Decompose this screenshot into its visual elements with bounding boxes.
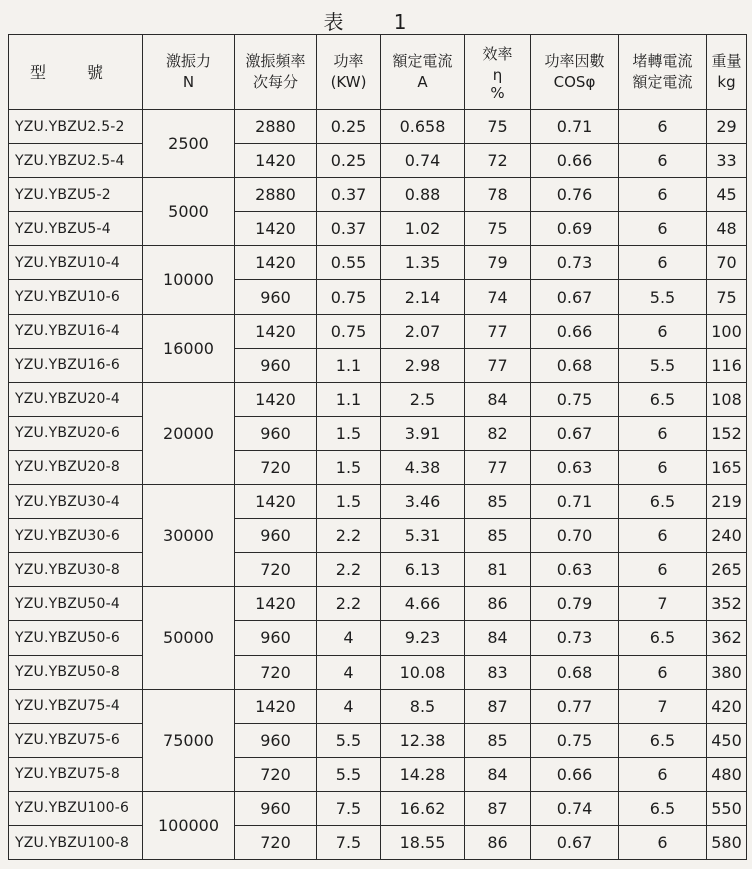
model-cell: YZU.YBZU20-8 — [9, 450, 143, 484]
frequency-cell: 1420 — [235, 485, 317, 519]
header-current-label: 額定電流 — [392, 52, 453, 70]
header-force-label: 激振力 — [165, 52, 211, 70]
force-cell: 30000 — [143, 485, 235, 587]
weight-cell: 480 — [707, 757, 747, 791]
power-cell: 0.75 — [317, 280, 381, 314]
header-model: 型 號 — [9, 35, 143, 110]
power-cell: 7.5 — [317, 791, 381, 825]
weight-cell: 219 — [707, 485, 747, 519]
force-cell: 50000 — [143, 587, 235, 689]
force-cell: 2500 — [143, 110, 235, 178]
header-weight-label: 重量 — [711, 52, 742, 70]
weight-cell: 165 — [707, 450, 747, 484]
weight-cell: 75 — [707, 280, 747, 314]
frequency-cell: 1420 — [235, 144, 317, 178]
weight-cell: 380 — [707, 655, 747, 689]
efficiency-cell: 77 — [465, 348, 531, 382]
power-factor-cell: 0.79 — [531, 587, 619, 621]
power-factor-cell: 0.66 — [531, 757, 619, 791]
table-row — [9, 485, 747, 519]
model-cell: YZU.YBZU50-4 — [9, 587, 143, 621]
efficiency-cell: 75 — [465, 212, 531, 246]
power-cell: 5.5 — [317, 723, 381, 757]
locked-ratio-cell: 6 — [619, 655, 707, 689]
current-cell: 0.88 — [381, 178, 465, 212]
power-factor-cell: 0.67 — [531, 825, 619, 859]
locked-ratio-cell: 6 — [619, 757, 707, 791]
power-factor-cell: 0.68 — [531, 348, 619, 382]
frequency-cell: 1420 — [235, 689, 317, 723]
locked-ratio-cell: 6.5 — [619, 382, 707, 416]
motor-spec-table — [8, 34, 747, 860]
header-weight — [707, 35, 747, 110]
current-cell: 4.66 — [381, 587, 465, 621]
model-cell: YZU.YBZU100-8 — [9, 825, 143, 859]
efficiency-cell: 74 — [465, 280, 531, 314]
current-cell: 10.08 — [381, 655, 465, 689]
frequency-cell: 960 — [235, 723, 317, 757]
table-row — [9, 553, 747, 587]
power-cell: 4 — [317, 689, 381, 723]
model-cell: YZU.YBZU10-4 — [9, 246, 143, 280]
current-cell: 3.91 — [381, 416, 465, 450]
power-factor-cell: 0.63 — [531, 450, 619, 484]
power-factor-cell: 0.73 — [531, 246, 619, 280]
efficiency-cell: 82 — [465, 416, 531, 450]
current-cell: 8.5 — [381, 689, 465, 723]
power-factor-cell: 0.66 — [531, 314, 619, 348]
weight-cell: 580 — [707, 825, 747, 859]
current-cell: 0.74 — [381, 144, 465, 178]
weight-cell: 362 — [707, 621, 747, 655]
efficiency-cell: 77 — [465, 314, 531, 348]
table-row — [9, 519, 747, 553]
weight-cell: 70 — [707, 246, 747, 280]
weight-cell: 45 — [707, 178, 747, 212]
table-row — [9, 212, 747, 246]
efficiency-cell: 85 — [465, 723, 531, 757]
header-locked-ratio-top: 堵轉電流 — [632, 52, 693, 70]
current-cell: 1.35 — [381, 246, 465, 280]
header-power-factor-unit: COSφ — [553, 73, 596, 91]
power-cell: 0.25 — [317, 144, 381, 178]
power-cell: 1.1 — [317, 348, 381, 382]
current-cell: 3.46 — [381, 485, 465, 519]
power-cell: 0.55 — [317, 246, 381, 280]
power-factor-cell: 0.77 — [531, 689, 619, 723]
efficiency-cell: 87 — [465, 791, 531, 825]
locked-ratio-cell: 6.5 — [619, 791, 707, 825]
model-cell: YZU.YBZU16-4 — [9, 314, 143, 348]
header-efficiency — [465, 35, 531, 110]
model-cell: YZU.YBZU16-6 — [9, 348, 143, 382]
power-cell: 4 — [317, 621, 381, 655]
table-row — [9, 723, 747, 757]
power-factor-cell: 0.71 — [531, 485, 619, 519]
table-row — [9, 757, 747, 791]
power-factor-cell: 0.75 — [531, 723, 619, 757]
table-row — [9, 655, 747, 689]
power-factor-cell: 0.66 — [531, 144, 619, 178]
frequency-cell: 960 — [235, 348, 317, 382]
power-factor-cell: 0.69 — [531, 212, 619, 246]
current-cell: 6.13 — [381, 553, 465, 587]
power-cell: 7.5 — [317, 825, 381, 859]
header-efficiency-label: 效率 — [482, 45, 513, 63]
weight-cell: 420 — [707, 689, 747, 723]
weight-cell: 152 — [707, 416, 747, 450]
table-row — [9, 689, 747, 723]
force-cell: 20000 — [143, 382, 235, 484]
force-cell: 75000 — [143, 689, 235, 791]
locked-ratio-cell: 6 — [619, 246, 707, 280]
efficiency-cell: 81 — [465, 553, 531, 587]
locked-ratio-cell: 6 — [619, 553, 707, 587]
efficiency-cell: 75 — [465, 110, 531, 144]
power-cell: 5.5 — [317, 757, 381, 791]
model-cell: YZU.YBZU50-6 — [9, 621, 143, 655]
efficiency-cell: 77 — [465, 450, 531, 484]
model-cell: YZU.YBZU75-8 — [9, 757, 143, 791]
power-cell: 2.2 — [317, 553, 381, 587]
power-cell: 1.5 — [317, 485, 381, 519]
model-cell: YZU.YBZU2.5-2 — [9, 110, 143, 144]
header-efficiency-symbol: η — [492, 66, 503, 84]
frequency-cell: 720 — [235, 450, 317, 484]
header-frequency — [235, 35, 317, 110]
efficiency-cell: 84 — [465, 757, 531, 791]
efficiency-cell: 84 — [465, 621, 531, 655]
power-cell: 0.37 — [317, 178, 381, 212]
efficiency-cell: 83 — [465, 655, 531, 689]
efficiency-cell: 72 — [465, 144, 531, 178]
model-cell: YZU.YBZU30-8 — [9, 553, 143, 587]
frequency-cell: 720 — [235, 553, 317, 587]
locked-ratio-cell: 7 — [619, 587, 707, 621]
locked-ratio-cell: 6.5 — [619, 485, 707, 519]
current-cell: 14.28 — [381, 757, 465, 791]
header-force — [143, 35, 235, 110]
force-cell: 10000 — [143, 246, 235, 314]
frequency-cell: 1420 — [235, 212, 317, 246]
weight-cell: 108 — [707, 382, 747, 416]
power-factor-cell: 0.67 — [531, 280, 619, 314]
locked-ratio-cell: 7 — [619, 689, 707, 723]
header-power — [317, 35, 381, 110]
efficiency-cell: 78 — [465, 178, 531, 212]
power-factor-cell: 0.76 — [531, 178, 619, 212]
header-force-unit: N — [182, 73, 195, 91]
weight-cell: 100 — [707, 314, 747, 348]
current-cell: 16.62 — [381, 791, 465, 825]
model-cell: YZU.YBZU75-6 — [9, 723, 143, 757]
table-row — [9, 314, 747, 348]
header-power-factor-label: 功率因數 — [544, 52, 605, 70]
frequency-cell: 960 — [235, 791, 317, 825]
power-factor-cell: 0.73 — [531, 621, 619, 655]
locked-ratio-cell: 6 — [619, 144, 707, 178]
table-header — [9, 35, 747, 110]
frequency-cell: 1420 — [235, 246, 317, 280]
locked-ratio-cell: 6.5 — [619, 723, 707, 757]
model-cell: YZU.YBZU5-2 — [9, 178, 143, 212]
weight-cell: 450 — [707, 723, 747, 757]
power-cell: 0.25 — [317, 110, 381, 144]
header-weight-unit: kg — [717, 73, 736, 91]
power-factor-cell: 0.70 — [531, 519, 619, 553]
frequency-cell: 1420 — [235, 587, 317, 621]
power-factor-cell: 0.71 — [531, 110, 619, 144]
weight-cell: 33 — [707, 144, 747, 178]
header-locked-ratio-bottom: 額定電流 — [632, 73, 693, 91]
current-cell: 0.658 — [381, 110, 465, 144]
table-body — [9, 110, 747, 860]
current-cell: 4.38 — [381, 450, 465, 484]
frequency-cell: 960 — [235, 280, 317, 314]
header-frequency-label: 激振頻率 — [245, 52, 306, 70]
table-row — [9, 280, 747, 314]
efficiency-cell: 85 — [465, 485, 531, 519]
current-cell: 1.02 — [381, 212, 465, 246]
frequency-cell: 960 — [235, 416, 317, 450]
table-row — [9, 246, 747, 280]
model-cell: YZU.YBZU30-6 — [9, 519, 143, 553]
table-row — [9, 587, 747, 621]
force-cell: 5000 — [143, 178, 235, 246]
efficiency-cell: 85 — [465, 519, 531, 553]
power-cell: 4 — [317, 655, 381, 689]
weight-cell: 116 — [707, 348, 747, 382]
power-factor-cell: 0.63 — [531, 553, 619, 587]
current-cell: 2.14 — [381, 280, 465, 314]
current-cell: 2.98 — [381, 348, 465, 382]
locked-ratio-cell: 6 — [619, 825, 707, 859]
power-cell: 0.37 — [317, 212, 381, 246]
power-cell: 2.2 — [317, 519, 381, 553]
efficiency-cell: 86 — [465, 587, 531, 621]
model-cell: YZU.YBZU5-4 — [9, 212, 143, 246]
header-current-unit: A — [417, 73, 428, 91]
header-current — [381, 35, 465, 110]
locked-ratio-cell: 6.5 — [619, 621, 707, 655]
power-factor-cell: 0.67 — [531, 416, 619, 450]
table-row — [9, 382, 747, 416]
model-cell: YZU.YBZU20-4 — [9, 382, 143, 416]
table-row — [9, 144, 747, 178]
current-cell: 2.07 — [381, 314, 465, 348]
force-cell: 16000 — [143, 314, 235, 382]
header-locked-ratio — [619, 35, 707, 110]
table-row — [9, 621, 747, 655]
frequency-cell: 720 — [235, 655, 317, 689]
model-cell: YZU.YBZU75-4 — [9, 689, 143, 723]
frequency-cell: 960 — [235, 519, 317, 553]
table-row — [9, 825, 747, 859]
model-cell: YZU.YBZU10-6 — [9, 280, 143, 314]
efficiency-cell: 84 — [465, 382, 531, 416]
current-cell: 9.23 — [381, 621, 465, 655]
model-cell: YZU.YBZU100-6 — [9, 791, 143, 825]
power-factor-cell: 0.68 — [531, 655, 619, 689]
header-power-factor — [531, 35, 619, 110]
frequency-cell: 1420 — [235, 314, 317, 348]
weight-cell: 550 — [707, 791, 747, 825]
force-cell: 100000 — [143, 791, 235, 859]
frequency-cell: 720 — [235, 757, 317, 791]
weight-cell: 265 — [707, 553, 747, 587]
efficiency-cell: 86 — [465, 825, 531, 859]
header-power-label: 功率 — [333, 52, 364, 70]
frequency-cell: 2880 — [235, 178, 317, 212]
weight-cell: 352 — [707, 587, 747, 621]
locked-ratio-cell: 5.5 — [619, 348, 707, 382]
table-row — [9, 450, 747, 484]
efficiency-cell: 79 — [465, 246, 531, 280]
frequency-cell: 960 — [235, 621, 317, 655]
power-cell: 1.5 — [317, 416, 381, 450]
model-cell: YZU.YBZU30-4 — [9, 485, 143, 519]
weight-cell: 48 — [707, 212, 747, 246]
table-row — [9, 110, 747, 144]
frequency-cell: 720 — [235, 825, 317, 859]
header-power-unit: (KW) — [330, 73, 367, 91]
current-cell: 12.38 — [381, 723, 465, 757]
power-cell: 2.2 — [317, 587, 381, 621]
header-row — [9, 35, 747, 110]
weight-cell: 29 — [707, 110, 747, 144]
weight-cell: 240 — [707, 519, 747, 553]
locked-ratio-cell: 6 — [619, 450, 707, 484]
power-cell: 1.5 — [317, 450, 381, 484]
model-cell: YZU.YBZU20-6 — [9, 416, 143, 450]
power-cell: 0.75 — [317, 314, 381, 348]
header-efficiency-unit: % — [490, 84, 505, 102]
table-row — [9, 178, 747, 212]
locked-ratio-cell: 5.5 — [619, 280, 707, 314]
locked-ratio-cell: 6 — [619, 110, 707, 144]
power-factor-cell: 0.75 — [531, 382, 619, 416]
model-cell: YZU.YBZU2.5-4 — [9, 144, 143, 178]
power-cell: 1.1 — [317, 382, 381, 416]
frequency-cell: 1420 — [235, 382, 317, 416]
locked-ratio-cell: 6 — [619, 178, 707, 212]
model-cell: YZU.YBZU50-8 — [9, 655, 143, 689]
locked-ratio-cell: 6 — [619, 314, 707, 348]
table-row — [9, 416, 747, 450]
table-row — [9, 791, 747, 825]
locked-ratio-cell: 6 — [619, 519, 707, 553]
table-caption: 表 1 — [323, 10, 429, 34]
table-row — [9, 348, 747, 382]
locked-ratio-cell: 6 — [619, 416, 707, 450]
frequency-cell: 2880 — [235, 110, 317, 144]
efficiency-cell: 87 — [465, 689, 531, 723]
current-cell: 18.55 — [381, 825, 465, 859]
power-factor-cell: 0.74 — [531, 791, 619, 825]
locked-ratio-cell: 6 — [619, 212, 707, 246]
current-cell: 5.31 — [381, 519, 465, 553]
current-cell: 2.5 — [381, 382, 465, 416]
header-frequency-unit: 次每分 — [252, 73, 298, 91]
